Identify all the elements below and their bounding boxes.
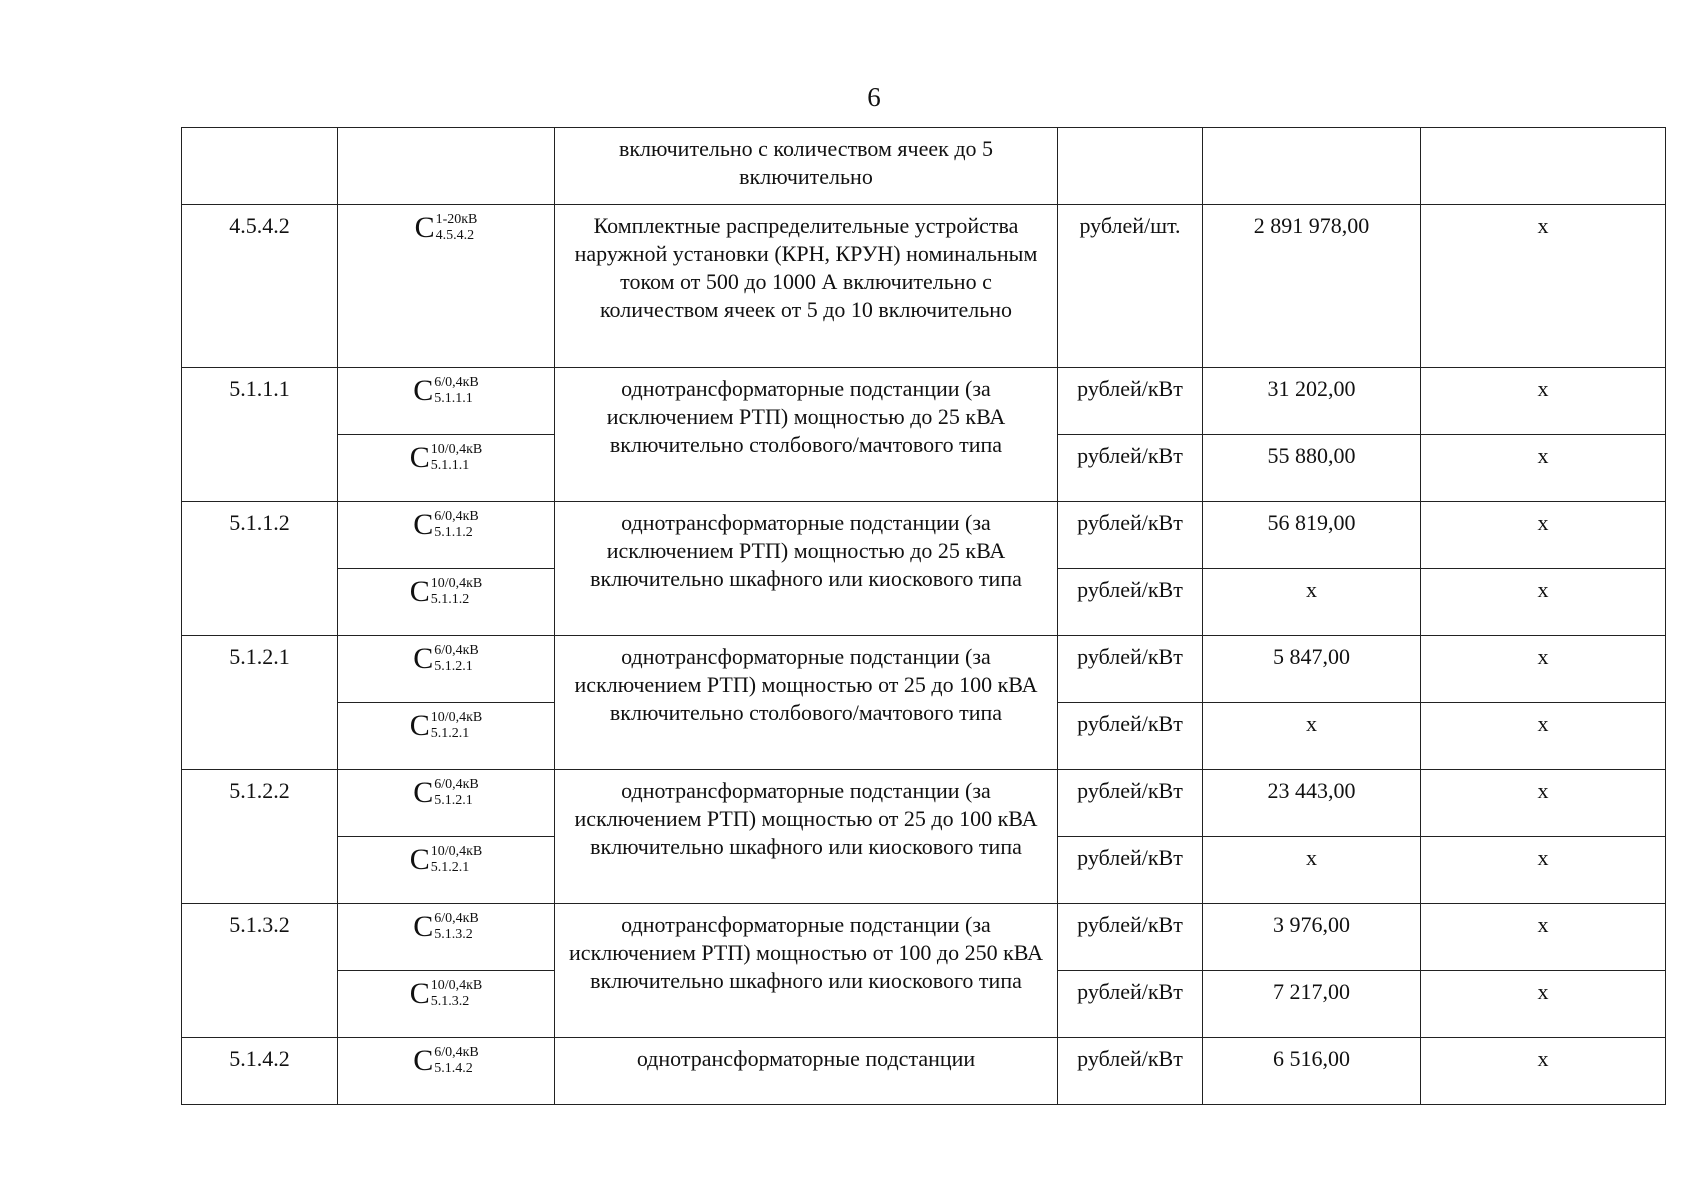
symbol-cell	[338, 569, 555, 636]
x-cell: x	[1421, 569, 1666, 636]
x-cell: x	[1421, 435, 1666, 502]
symbol-subscript: 5.1.1.2	[434, 525, 473, 540]
x-cell: x	[1421, 837, 1666, 904]
symbol-cell	[338, 971, 555, 1038]
rate-symbol: C 6/0,4кВ 5.1.1.1	[413, 374, 479, 407]
description-cell: однотрансформаторные подстанции (за исключением РТП) мощностью до 25 кВА включительно шкафного или киоскового типа	[555, 502, 1058, 636]
rate-symbol: C 6/0,4кВ 5.1.2.1	[413, 776, 479, 809]
table-row	[182, 770, 1666, 837]
unit-cell: рублей/кВт	[1058, 502, 1203, 569]
x-cell: x	[1421, 636, 1666, 703]
price-cell: 31 202,00	[1203, 368, 1421, 435]
table-row	[182, 205, 1666, 368]
symbol-cell	[338, 368, 555, 435]
unit-cell: рублей/кВт	[1058, 904, 1203, 971]
price-cell: 3 976,00	[1203, 904, 1421, 971]
symbol-superscript: 10/0,4кВ	[430, 576, 483, 591]
symbol-subscript: 4.5.4.2	[435, 228, 475, 243]
table-row	[182, 128, 1666, 205]
rate-symbol: C 10/0,4кВ 5.1.2.1	[409, 709, 483, 742]
symbol-superscript: 6/0,4кВ	[434, 1045, 479, 1060]
symbol-superscript: 10/0,4кВ	[430, 978, 483, 993]
symbol-superscript: 10/0,4кВ	[430, 442, 483, 457]
price-cell	[1203, 128, 1421, 205]
rate-symbol: C 10/0,4кВ 5.1.1.1	[409, 441, 483, 474]
x-cell: x	[1421, 368, 1666, 435]
price-cell: 55 880,00	[1203, 435, 1421, 502]
symbol-subscript: 5.1.2.1	[430, 726, 470, 741]
symbol-cell	[338, 205, 555, 368]
x-cell: x	[1421, 502, 1666, 569]
price-cell: 2 891 978,00	[1203, 205, 1421, 368]
rate-symbol: C 6/0,4кВ 5.1.3.2	[413, 910, 479, 943]
symbol-cell	[338, 636, 555, 703]
symbol-superscript: 1-20кВ	[435, 212, 478, 227]
symbol-superscript: 6/0,4кВ	[434, 911, 479, 926]
description-cell: Комплектные распределительные устройства наружной установки (КРН, КРУН) номинальным током от 500 до 1000 А включительно с количеством ячеек от 5 до 10 включительно	[555, 205, 1058, 368]
rate-symbol: C 10/0,4кВ 5.1.1.2	[409, 575, 483, 608]
item-code-cell: 5.1.2.2	[182, 770, 338, 904]
rate-symbol: C 6/0,4кВ 5.1.2.1	[413, 642, 479, 675]
symbol-superscript: 6/0,4кВ	[434, 509, 479, 524]
x-cell: x	[1421, 971, 1666, 1038]
symbol-cell	[338, 128, 555, 205]
x-cell: x	[1421, 205, 1666, 368]
page-number: 6	[867, 82, 881, 112]
symbol-superscript: 6/0,4кВ	[434, 777, 479, 792]
unit-cell: рублей/кВт	[1058, 435, 1203, 502]
item-code-cell	[182, 128, 338, 205]
unit-cell	[1058, 128, 1203, 205]
description-cell: однотрансформаторные подстанции (за исключением РТП) мощностью от 25 до 100 кВА включительно столбового/мачтового типа	[555, 636, 1058, 770]
unit-cell: рублей/кВт	[1058, 971, 1203, 1038]
item-code-cell: 5.1.3.2	[182, 904, 338, 1038]
symbol-cell	[338, 837, 555, 904]
rate-symbol: C 10/0,4кВ 5.1.2.1	[409, 843, 483, 876]
unit-cell: рублей/кВт	[1058, 368, 1203, 435]
symbol-cell	[338, 703, 555, 770]
symbol-subscript: 5.1.2.1	[434, 659, 473, 674]
rate-symbol: C 6/0,4кВ 5.1.1.2	[413, 508, 479, 541]
price-cell: 23 443,00	[1203, 770, 1421, 837]
table-row	[182, 904, 1666, 971]
x-cell: x	[1421, 770, 1666, 837]
symbol-subscript: 5.1.1.2	[430, 592, 470, 607]
symbol-subscript: 5.1.3.2	[434, 927, 473, 942]
unit-cell: рублей/кВт	[1058, 770, 1203, 837]
symbol-cell	[338, 904, 555, 971]
description-cell: однотрансформаторные подстанции (за исключением РТП) мощностью от 25 до 100 кВА включительно шкафного или киоскового типа	[555, 770, 1058, 904]
table-row	[182, 1038, 1666, 1105]
symbol-subscript: 5.1.1.1	[430, 458, 470, 473]
description-cell: однотрансформаторные подстанции (за исключением РТП) мощностью до 25 кВА включительно столбового/мачтового типа	[555, 368, 1058, 502]
price-cell: x	[1203, 569, 1421, 636]
unit-cell: рублей/кВт	[1058, 636, 1203, 703]
tariff-table	[181, 127, 1666, 1105]
unit-cell: рублей/кВт	[1058, 703, 1203, 770]
price-cell: 5 847,00	[1203, 636, 1421, 703]
symbol-superscript: 6/0,4кВ	[434, 375, 479, 390]
item-code-cell: 5.1.1.1	[182, 368, 338, 502]
price-cell: x	[1203, 703, 1421, 770]
item-code-cell: 5.1.1.2	[182, 502, 338, 636]
description-cell: однотрансформаторные подстанции	[555, 1038, 1058, 1105]
unit-cell: рублей/кВт	[1058, 1038, 1203, 1105]
symbol-cell	[338, 1038, 555, 1105]
price-cell: 56 819,00	[1203, 502, 1421, 569]
description-cell: однотрансформаторные подстанции (за исключением РТП) мощностью от 100 до 250 кВА включительно шкафного или киоскового типа	[555, 904, 1058, 1038]
symbol-superscript: 10/0,4кВ	[430, 710, 483, 725]
price-cell: 6 516,00	[1203, 1038, 1421, 1105]
symbol-subscript: 5.1.2.1	[434, 793, 473, 808]
symbol-cell	[338, 502, 555, 569]
price-cell: 7 217,00	[1203, 971, 1421, 1038]
symbol-cell	[338, 770, 555, 837]
item-code-cell: 5.1.2.1	[182, 636, 338, 770]
item-code-cell: 5.1.4.2	[182, 1038, 338, 1105]
table-row	[182, 368, 1666, 435]
description-cell: включительно с количеством ячеек до 5 включительно	[555, 128, 1058, 205]
symbol-subscript: 5.1.2.1	[430, 860, 470, 875]
symbol-superscript: 10/0,4кВ	[430, 844, 483, 859]
x-cell	[1421, 128, 1666, 205]
rate-symbol: C 1-20кВ 4.5.4.2	[414, 211, 478, 244]
x-cell: x	[1421, 703, 1666, 770]
symbol-subscript: 5.1.4.2	[434, 1061, 473, 1076]
unit-cell: рублей/шт.	[1058, 205, 1203, 368]
symbol-superscript: 6/0,4кВ	[434, 643, 479, 658]
table-row	[182, 502, 1666, 569]
symbol-subscript: 5.1.1.1	[434, 391, 473, 406]
table-row	[182, 636, 1666, 703]
rate-symbol: C 6/0,4кВ 5.1.4.2	[413, 1044, 479, 1077]
symbol-subscript: 5.1.3.2	[430, 994, 470, 1009]
price-cell: x	[1203, 837, 1421, 904]
unit-cell: рублей/кВт	[1058, 837, 1203, 904]
x-cell: x	[1421, 1038, 1666, 1105]
unit-cell: рублей/кВт	[1058, 569, 1203, 636]
x-cell: x	[1421, 904, 1666, 971]
item-code-cell: 4.5.4.2	[182, 205, 338, 368]
rate-symbol: C 10/0,4кВ 5.1.3.2	[409, 977, 483, 1010]
symbol-cell	[338, 435, 555, 502]
